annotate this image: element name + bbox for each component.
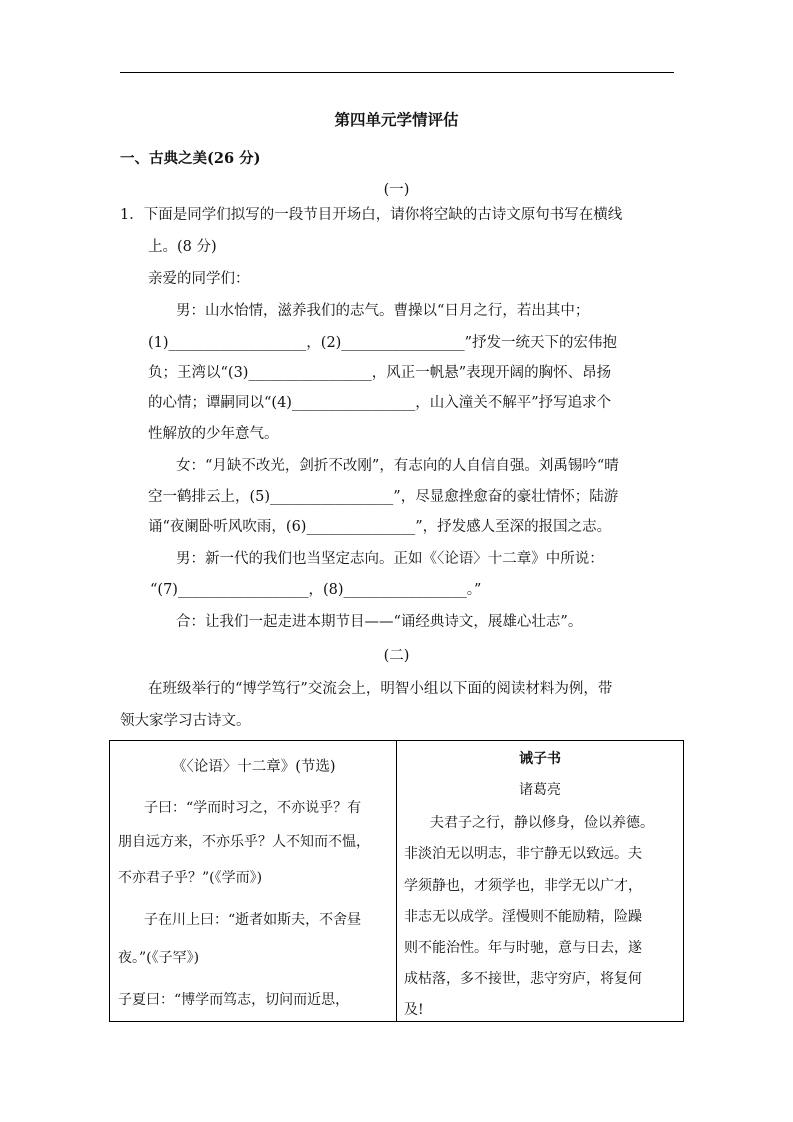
question-1-line-1: 1．下面是同学们拟写的一段节目开场白，请你将空缺的古诗文原句书写在横线 [120,207,623,223]
passage-line: 合：让我们一起走进本期节目——“诵经典诗文，展雄心壮志”。 [176,614,583,630]
right-cell-line: 则不能治性。年与时驰，意与日去，遂 [404,940,642,956]
section-heading: 一、古典之美(26 分) [120,150,261,167]
left-cell-title [172,755,336,776]
question-1-line-2: 上。(8 分) [148,239,217,255]
left-cell-line: 朋自远方来，不亦乐乎？人不知而不愠， [118,834,370,850]
passage-line: 空一鹤排云上，(5)_________________”，尽显愈挫愈奋的豪壮情怀；陆游 [148,489,619,505]
right-cell-line: 夫君子之行，静以修身，俭以养德。 [430,815,654,831]
right-cell-line: 成枯落，多不接世，悲守穷庐，将复何 [404,971,642,987]
passage-line: 负；王湾以“(3)_________________，风正一帆悬”表现开阔的胸怀、昂扬 [148,365,612,381]
right-cell-line: 学须静也，才须学也，非学无以广才， [404,878,642,894]
part-two-label: (二) [383,648,410,664]
top-rule [120,72,674,73]
lunyu-title-note: (节选) [295,759,336,775]
passage-line: 男：山水怡情，滋养我们的志气。曹操以“日月之行，若出其中； [176,303,590,319]
left-cell-line: 子在川上曰：“逝者如斯夫，不舍昼 [144,912,362,928]
lunyu-title: 《〈论语〉十二章》 [172,759,296,775]
intro-line: 领大家学习古诗文。 [120,713,251,729]
intro-line: 在班级举行的“博学笃行”交流会上，明智小组以下面的阅读材料为例，带 [148,681,613,697]
passage-line: 的心情；谭嗣同以“(4)_________________，山入潼关不解平”抒写追求个 [148,395,612,411]
left-cell-line: 夜。”(《子罕》) [118,950,200,966]
right-cell-line: 非淡泊无以明志，非宁静无以致远。夫 [404,846,642,862]
passage-line: 女：“月缺不改光，剑折不改刚”，有志向的人自信自强。刘禹锡吟“晴 [176,458,619,474]
right-cell-line: 非志无以成学。淫慢则不能励精，险躁 [404,909,642,925]
left-cell-line: 子曰：“学而时习之，不亦说乎？有 [144,800,362,816]
reading-material-table [109,740,684,1022]
passage-line: 性解放的少年意气。 [148,426,279,442]
passage-line: (1)___________________，(2)_________________”抒发一统天下的宏伟抱 [148,335,617,351]
right-cell-line: 及! [404,1002,424,1018]
part-one-label: (一) [383,182,410,198]
right-cell-title: 诫子书 [519,751,561,767]
right-cell-author: 诸葛亮 [519,782,561,798]
passage-line: 男：新一代的我们也当坚定志向。正如《〈论语〉十二章》中所说： [176,551,604,567]
passage-line: “(7)__________________，(8)_________________。” [150,582,482,598]
left-cell-line: 子夏曰：“博学而笃志，切问而近思， [118,992,350,1008]
left-cell-line: 不亦君子乎？”(《学而》) [118,870,263,886]
passage-line: 诵“夜阑卧听风吹雨，(6)_______________”，抒发感人至深的报国之志。 [148,519,612,535]
greeting: 亲爱的同学们： [148,271,250,287]
page-title: 第四单元学情评估 [334,110,459,129]
